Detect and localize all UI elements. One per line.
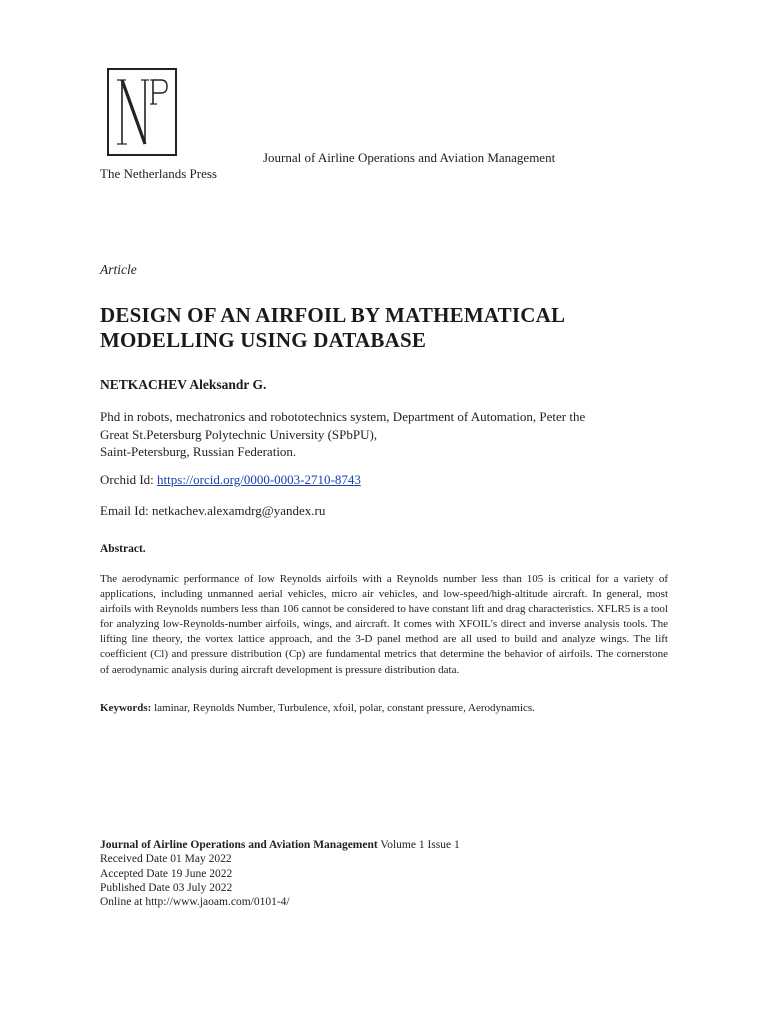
np-monogram-icon [109, 70, 175, 154]
abstract-body: The aerodynamic performance of low Reynolds airfoils with a Reynolds number less than 105 is critical for a variety of applications, including unmanned aerial vehicles, micro air vehicles, and low-speed/high-altitude aircraft. In general, most airfoils with Reynolds numbers less than 106 cannot be considered to have constant lift and drag characteristics. XFLR5 is a tool for analyzing low-Reynolds-number airfoils, wings, and aircraft. It comes with XFOIL's direct and inverse analysis tools. The lifting line theory, the vortex lattice approach, and the 3-D panel method are all used to build and analyze wings. The lift coefficient (Cl) and pressure distribution (Cp) are fundamental metrics that determine the behavior of airfoils. The cornerstone of aerodynamic analysis during aircraft development is pressure distribution data. [100, 573, 668, 676]
affiliation-line: Great St.Petersburg Polytechnic University (SPbPU), [100, 426, 378, 442]
accepted-date: Accepted Date 19 June 2022 [100, 867, 233, 880]
affiliation-line: Saint-Petersburg, Russian Federation. [100, 444, 297, 459]
abstract-heading: Abstract. [100, 543, 146, 555]
online-url: Online at http://www.jaoam.com/0101-4/ [100, 896, 290, 909]
journal-volume-line [100, 838, 460, 852]
published-date: Published Date 03 July 2022 [100, 881, 233, 894]
netherlands-press-logo [107, 68, 177, 156]
orcid-line [100, 472, 361, 488]
footer-journal-name: Journal of Airline Operations and Aviation Management [100, 839, 378, 851]
keywords-label: Keywords: [100, 702, 152, 714]
email-address: netkachev.alexamdrg@yandex.ru [152, 503, 326, 518]
publication-info [100, 838, 460, 909]
keywords-value: laminar, Reynolds Number, Turbulence, xfoil, polar, constant pressure, Aerodynamics. [154, 702, 535, 714]
paper-title: DESIGN OF AN AIRFOIL BY MATHEMATICAL MODELLING USING DATABASE [100, 303, 565, 352]
affiliation-line: Phd in robots, mechatronics and robototechnics system, Department of Automation, Peter the [100, 409, 586, 424]
journal-header: Journal of Airline Operations and Aviation Management [263, 150, 556, 165]
author-name: NETKACHEV Aleksandr G. [100, 377, 267, 392]
keywords [100, 701, 578, 716]
article-type: Article [100, 262, 137, 277]
author-affiliation [100, 408, 660, 461]
email-line [100, 503, 325, 519]
volume-issue: Volume 1 Issue 1 [380, 839, 460, 851]
email-label: Email Id: [100, 503, 149, 518]
publisher-name: The Netherlands Press [100, 166, 217, 181]
received-date: Received Date 01 May 2022 [100, 853, 232, 866]
orcid-label: Orchid Id: [100, 472, 154, 487]
orcid-link[interactable]: https://orcid.org/0000-0003-2710-8743 [157, 472, 361, 487]
